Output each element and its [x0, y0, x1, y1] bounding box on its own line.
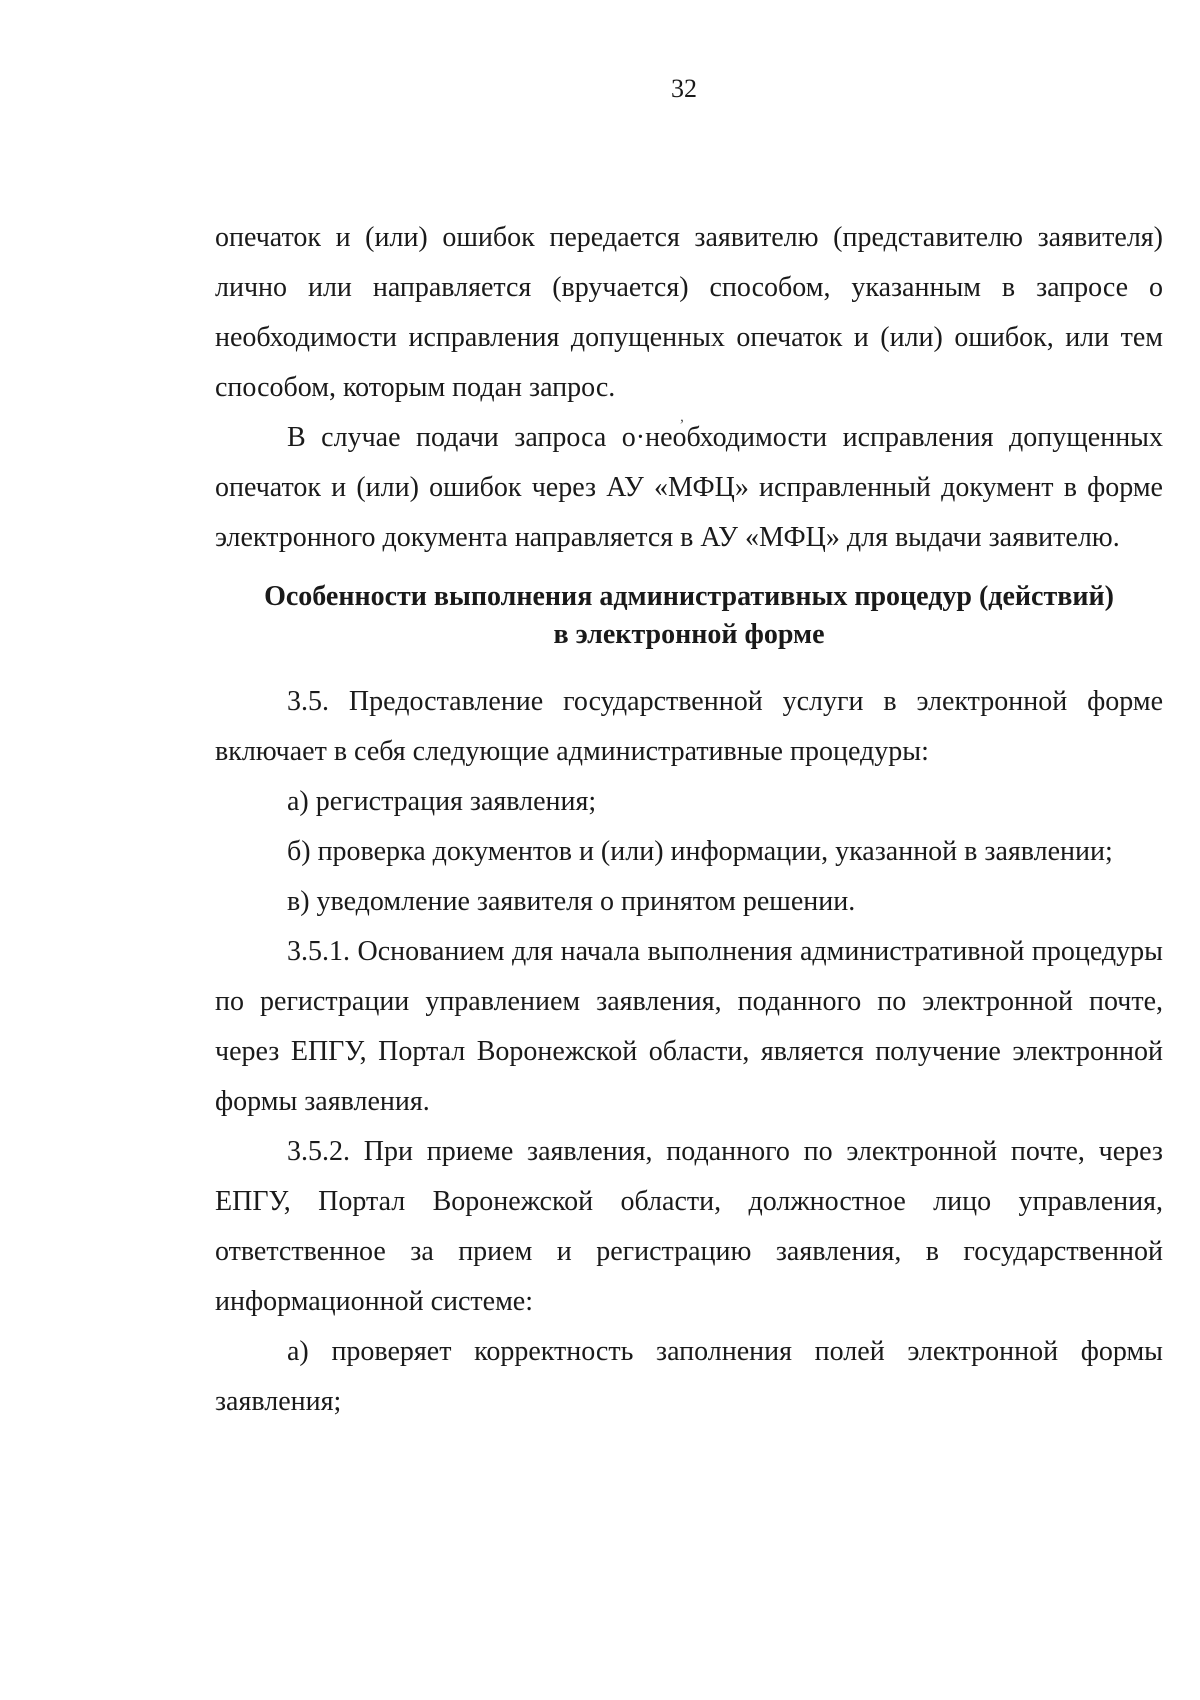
- stray-mark: ,: [680, 408, 684, 425]
- list-item-b: б) проверка документов и (или) информации, указанной в заявлении;: [287, 836, 1113, 867]
- paragraph-continuation: опечаток и (или) ошибок передается заявителю (представителю заявителя) лично или направляется (вручается) способом, указанным в запросе о необходимости исправления допущенных опечаток и (или) ошибок, или тем способом, которым подан запрос.: [215, 222, 1163, 403]
- paragraph-3-5-1: 3.5.1. Основанием для начала выполнения административной процедуры по регистрации управлением заявления, поданного по электронной почте, через ЕПГУ, Портал Воронежской области, является получение электронной формы заявления.: [215, 936, 1163, 1117]
- paragraph-3-5: 3.5. Предоставление государственной услуги в электронной форме включает в себя следующие административные процедуры:: [215, 686, 1163, 767]
- paragraph-correction-mfc: В случае подачи запроса о·необходимости исправления допущенных опечаток и (или) ошибок через АУ «МФЦ» исправленный документ в форме электронного документа направляется в АУ «МФЦ» для выдачи заявителю.: [215, 422, 1163, 553]
- paragraph-3-5-2: 3.5.2. При приеме заявления, поданного по электронной почте, через ЕПГУ, Портал Воронежской области, должностное лицо управления, ответственное за прием и регистрацию заявления, в государственной информационной системе:: [215, 1136, 1163, 1317]
- section-heading-line-1: Особенности выполнения административных процедур (действий): [264, 581, 1114, 612]
- list-item-a: а) регистрация заявления;: [287, 786, 597, 817]
- section-heading: [215, 578, 1163, 654]
- text-block-bottom: [215, 677, 1163, 1427]
- page-number: 32: [671, 74, 697, 103]
- list-item-a-check: а) проверяет корректность заполнения полей электронной формы заявления;: [215, 1336, 1163, 1417]
- section-heading-line-2: в электронной форме: [553, 619, 825, 650]
- list-item-c: в) уведомление заявителя о принятом решении.: [287, 886, 856, 917]
- text-block-top: [215, 213, 1163, 563]
